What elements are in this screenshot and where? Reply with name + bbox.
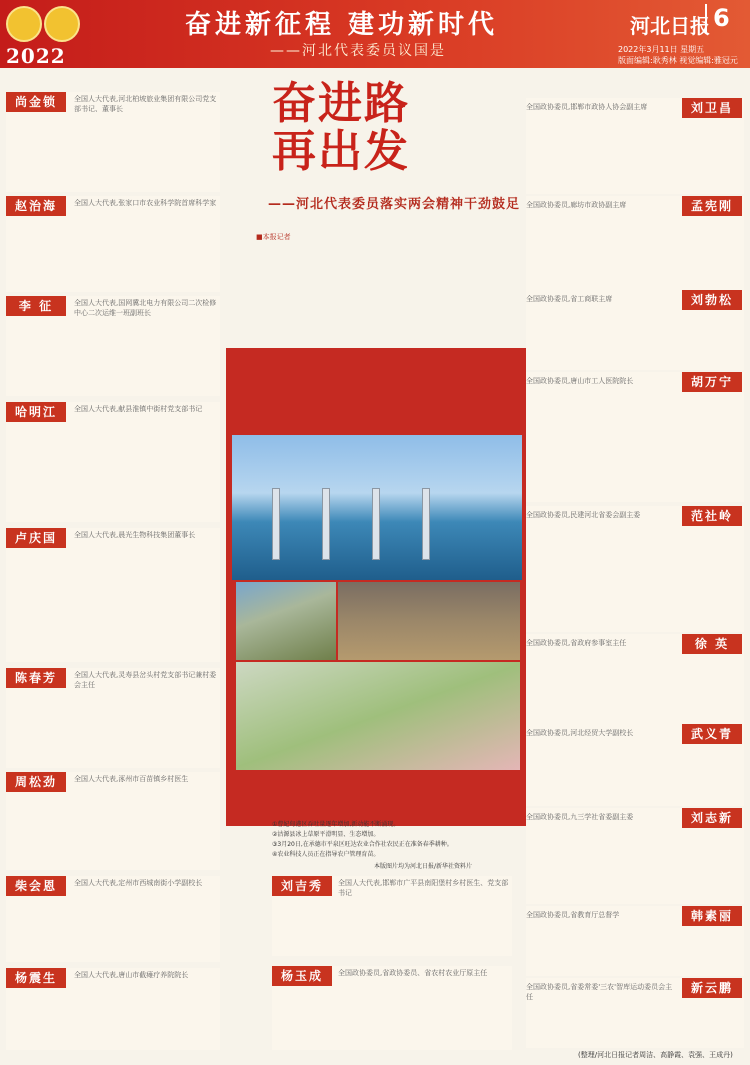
profile-card-chai	[6, 876, 220, 962]
profile-role: 全国政协委员,唐山市工人医院院长	[526, 377, 634, 385]
grassland-photo	[236, 582, 336, 660]
banner-subtitle: ——河北代表委员议国是	[270, 43, 446, 59]
profile-role: 全国人大代表,河北柏坡旅业集团有限公司党支部书记、董事长	[74, 95, 217, 113]
profile-role: 全国政协委员,省政府参事室主任	[526, 639, 627, 647]
main-subheadline: ——河北代表委员落实两会精神干劲鼓足	[268, 197, 521, 212]
profile-name: 尚金锁	[6, 92, 66, 112]
issue-meta	[618, 44, 738, 66]
profile-role: 全国人大代表,涿州市百苗镇乡村医生	[74, 775, 189, 783]
main-headline: 奋进路 再出发	[272, 78, 410, 177]
editor-credit: 版面编辑:耿秀林 视觉编辑:雅冠元	[618, 56, 738, 65]
profile-name: 范社岭	[682, 506, 742, 526]
profile-card-yang	[6, 968, 220, 1050]
profile-name: 新云鹏	[682, 978, 742, 998]
profile-role: 全国人大代表,晨光生物科技集团董事长	[74, 531, 196, 539]
profile-role: 全国政协委员,邯郸市政协人协会副主席	[526, 103, 648, 111]
profile-name: 刘吉秀	[272, 876, 332, 896]
profile-name: 刘卫昌	[682, 98, 742, 118]
photo-credit: 本版图片均为河北日报/新华社资料片	[373, 863, 472, 870]
profile-name: 刘勃松	[682, 290, 742, 310]
year-label: 2022	[6, 44, 66, 68]
footer-credit: (整理/河北日报记者周洁、高静霞、袁强、王成丹)	[578, 1051, 733, 1059]
profile-role: 全国人大代表,张家口市农业科学院首席科学家	[74, 199, 217, 207]
issue-date: 2022年3月11日 星期五	[618, 45, 705, 54]
profile-card-shang	[6, 92, 220, 192]
profile-name: 胡万宁	[682, 372, 742, 392]
national-emblem-icon	[6, 6, 42, 42]
profile-card-chen	[6, 668, 220, 768]
caption-1: ①曹妃甸港区吞吐量逐年增加,新动能不断涌现。	[272, 821, 400, 828]
profile-card-ha	[6, 402, 220, 522]
profile-role: 全国人大代表,邯郸市广平县南阳堡村乡村医生、党支部书记	[338, 879, 509, 897]
banner-title: 奋进新征程 建功新时代	[185, 10, 499, 40]
crane-shape	[272, 488, 280, 560]
profile-name: 周松劲	[6, 772, 66, 792]
greenhouse-photo	[236, 662, 520, 770]
profile-name: 武义青	[682, 724, 742, 744]
profile-card-han	[526, 906, 744, 976]
caption-4: ④农业科技人员正在指导农户管理育苗。	[272, 851, 380, 858]
profile-role: 全国政协委员,九三学社省委副主委	[526, 813, 634, 821]
profile-card-fan	[526, 506, 744, 632]
profile-role: 全国政协委员,省教育厅总督学	[526, 911, 620, 919]
crane-shape	[422, 488, 430, 560]
port-photo	[232, 435, 522, 580]
farmland-photo	[338, 582, 520, 660]
page-number: 6	[705, 4, 730, 32]
profile-name: 孟宪刚	[682, 196, 742, 216]
crane-shape	[322, 488, 330, 560]
profile-card-hu	[526, 372, 744, 502]
newspaper-masthead: 河北日报	[630, 14, 710, 38]
profile-card-zhao	[6, 196, 220, 292]
profile-card-lu	[6, 528, 220, 662]
photo-captions	[272, 820, 472, 872]
profile-name: 柴会恩	[6, 876, 66, 896]
profile-card-zhou	[6, 772, 220, 870]
profile-role: 全国政协委员,省工商联主席	[526, 295, 613, 303]
caption-3: ③3月20日,在承德市平泉区旺达农业合作社农民正在准备春季耕种。	[272, 841, 453, 848]
profile-name: 李 征	[6, 296, 66, 316]
profile-card-li	[6, 296, 220, 396]
profile-name: 韩素丽	[682, 906, 742, 926]
profile-card-liu-jixiu	[272, 876, 512, 956]
profile-name: 赵治海	[6, 196, 66, 216]
profile-role: 全国人大代表,灵寿县岔头村党支部书记兼村委会主任	[74, 671, 217, 689]
profile-card-yang-yucheng	[272, 966, 512, 1050]
profile-card-liu-bosong	[526, 290, 744, 370]
profile-role: 全国人大代表,定州市西城南街小学副校长	[74, 879, 203, 887]
profile-name: 哈明江	[6, 402, 66, 422]
profile-role: 全国政协委员,民建河北省委会副主委	[526, 511, 641, 519]
profile-role: 全国政协委员,省委常委'三农'智库运动委员会主任	[526, 983, 673, 1001]
profile-role: 全国政协委员,河北经贸大学副校长	[526, 729, 634, 737]
profile-card-xin	[526, 978, 744, 1048]
profile-name: 杨震生	[6, 968, 66, 988]
profile-card-liu-weichang	[526, 98, 744, 194]
caption-2: ②沽源县冰上草原平滑明显、生态增加。	[272, 831, 380, 838]
profile-role: 全国政协委员,廊坊市政协副主席	[526, 201, 627, 209]
profile-role: 全国人大代表,国网冀北电力有限公司二次检修中心二次运维一班副班长	[74, 299, 217, 317]
profile-role: 全国政协委员,省政协委员、省农村农业厅原主任	[338, 969, 488, 977]
page-header	[0, 0, 750, 68]
profile-name: 杨玉成	[272, 966, 332, 986]
profile-role: 全国人大代表,献县淮镇中街村党支部书记	[74, 405, 203, 413]
profile-card-wu	[526, 724, 744, 806]
cppcc-emblem-icon	[44, 6, 80, 42]
profile-card-meng	[526, 196, 744, 290]
profile-card-liu-zhixin	[526, 808, 744, 904]
profile-name: 刘志新	[682, 808, 742, 828]
profile-card-xu	[526, 634, 744, 724]
reporter-credit: ■本报记者	[256, 233, 291, 241]
crane-shape	[372, 488, 380, 560]
profile-name: 陈春芳	[6, 668, 66, 688]
profile-name: 卢庆国	[6, 528, 66, 548]
profile-name: 徐 英	[682, 634, 742, 654]
profile-role: 全国人大代表,唐山市截瘫疗养院院长	[74, 971, 189, 979]
